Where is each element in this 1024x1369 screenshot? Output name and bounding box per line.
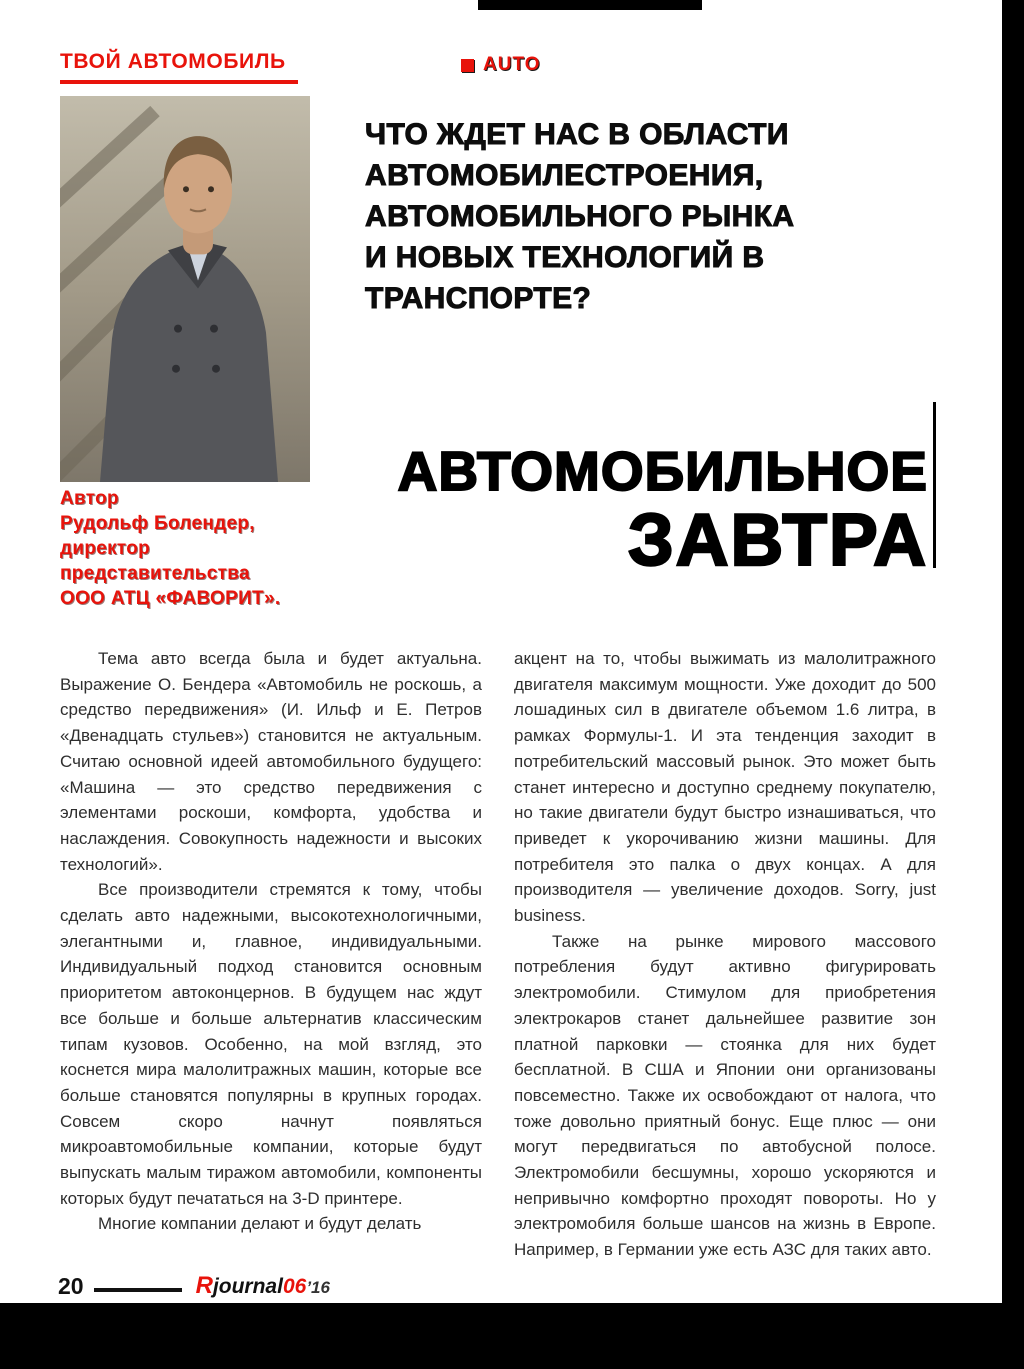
author-company: ООО АТЦ «ФАВОРИТ». bbox=[60, 588, 281, 609]
article-paragraph: акцент на то, чтобы выжимать из малолитражного двигателя максимум мощности. Уже доходит до 500 лошадиных сил в двигателе объемом 1.6 литра, в рамках Формулы-1. И эта тенденция заходит в потребительский массовый рынок. Это может быть станет интересно и доступно среднему покупателю, но такие двигатели будут быстро изнашиваться, что приведет к укорочиванию жизни машины. Для потребителя это палка о двух концах. А для производителя — увеличение доходов. Sorry, just business. bbox=[514, 649, 936, 926]
category-tag-label: AUTO bbox=[483, 54, 541, 75]
author-photo bbox=[60, 96, 310, 482]
top-black-strip bbox=[478, 0, 702, 10]
article-column-left bbox=[60, 646, 482, 1302]
author-title: директор bbox=[60, 538, 151, 559]
author-name: Рудольф Болендер, bbox=[60, 513, 255, 534]
tag-square-icon bbox=[461, 59, 474, 72]
headline-vertical-rule bbox=[933, 402, 936, 568]
footer-logo-issue: 06 bbox=[282, 1275, 307, 1298]
article-paragraph: Также на рынке мирового массового потребления будут активно фигурировать электромобили. Стимулом для приобретения электрокаров станет дальнейшее развитие зон платной парковки — стоянка для них будет бесплатной. В США и Японии они организованы повсеместно. Также их освобождают от налога, что тоже довольно приятный бонус. Еще плюс — они могут передвигаться по автобусной полосе. Электромобили бесшумны, хорошо ускоряются и непривычно комфортно проходят повороты. Но у электромобиля больше шансов на жизнь в Европе. Например, в Германии уже есть АЗС для таких авто. bbox=[514, 931, 936, 1260]
author-photo-illustration bbox=[60, 96, 310, 482]
footer-logo bbox=[196, 1272, 330, 1300]
section-underline bbox=[60, 80, 298, 84]
article-paragraph: Многие компании делают и будут делать bbox=[98, 1214, 422, 1234]
section-label: ТВОЙ АВТОМОБИЛЬ bbox=[60, 50, 286, 73]
kicker-line: ТРАНСПОРТЕ? bbox=[365, 282, 592, 315]
page-footer bbox=[58, 1272, 330, 1300]
footer-logo-journal: journal bbox=[212, 1275, 283, 1298]
article-paragraph: Все производители стремятся к тому, чтобы сделать авто надежными, высокотехнологичными, элегантными и, главное, индивидуальными. Индивидуальный подход становится основным приоритетом автоконцернов. В будущем нас ждут все больше и больше альтернатив классическим типам кузовов. Особенно, на мой взгляд, это коснется мира малолитражных машин, которые все больше становятся популярны в крупных городах. Совсем скоро начнут появляться микроавтомобильные компании, которые будут выпускать малым тиражом автомобили, компоненты которых будут печататься на 3-D принтере. bbox=[60, 880, 482, 1208]
bottom-edge-bar bbox=[0, 1303, 1024, 1369]
article-paragraph: Тема авто всегда была и будет актуальна. Выражение О. Бендера «Автомобиль не роскошь, а средство передвижения» (И. Ильф и Е. Петров «Двенадцать стульев») становится не актуальным. Считаю основной идеей автомобильного будущего: «Машина — это средство передвижения с элементами роскоши, комфорта, удобства и наслаждения. Совокупность надежности и высоких технологий». bbox=[60, 649, 482, 874]
footer-rule bbox=[94, 1288, 182, 1292]
author-label: Автор bbox=[60, 488, 119, 509]
author-block bbox=[60, 486, 280, 611]
footer-logo-year: ’16 bbox=[306, 1278, 330, 1297]
right-edge-bar bbox=[1002, 0, 1024, 1369]
author-title-2: представительства bbox=[60, 563, 250, 584]
headline-title-line2: ЗАВТРА bbox=[628, 500, 928, 581]
kicker-line: И НОВЫХ ТЕХНОЛОГИЙ В bbox=[365, 241, 765, 274]
kicker-line: ЧТО ЖДЕТ НАС В ОБЛАСТИ bbox=[365, 118, 789, 151]
kicker-line: АВТОМОБИЛЬНОГО РЫНКА bbox=[365, 200, 795, 233]
kicker-heading bbox=[365, 114, 945, 319]
article-column-right bbox=[514, 646, 936, 1302]
footer-logo-r: R bbox=[195, 1272, 213, 1299]
kicker-line: АВТОМОБИЛЕСТРОЕНИЯ, bbox=[365, 159, 764, 192]
headline-title-line1: АВТОМОБИЛЬНОЕ bbox=[397, 440, 928, 502]
category-tag bbox=[461, 54, 540, 76]
page-number: 20 bbox=[58, 1272, 84, 1299]
